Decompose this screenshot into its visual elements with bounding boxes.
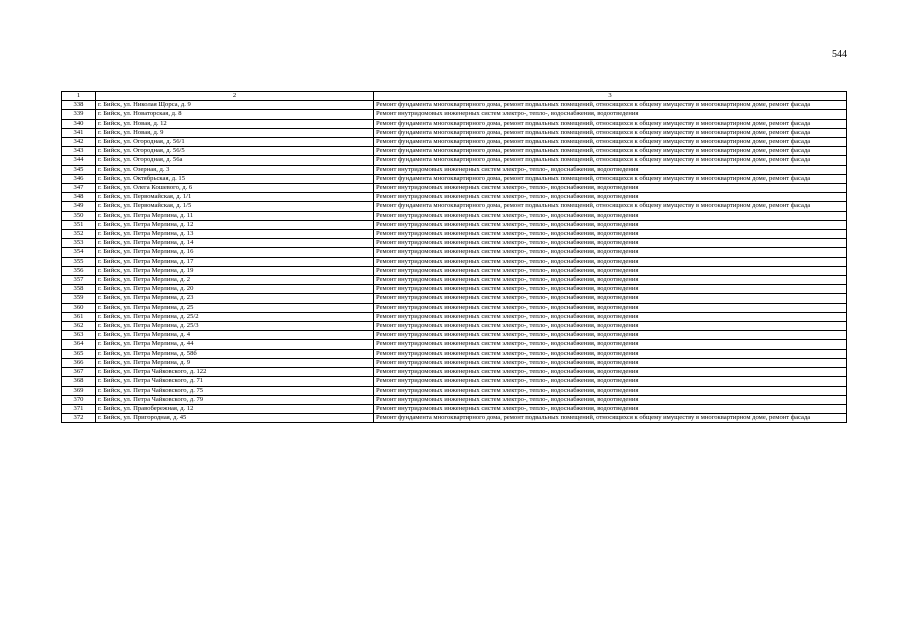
row-number: 366 <box>62 358 96 367</box>
row-work-description: Ремонт внутридомовых инженерных систем электро-, тепло-, водоснабжения, водоотведения <box>374 322 847 331</box>
row-address: г. Бийск, ул. Петра Мерлина, д. 11 <box>96 211 374 220</box>
table-row <box>62 101 847 110</box>
row-address: г. Бийск, ул. Огородная, д. 56/1 <box>96 138 374 147</box>
row-address: г. Бийск, ул. Петра Чайковского, д. 122 <box>96 368 374 377</box>
row-address: г. Бийск, ул. Олега Кошевого, д. 6 <box>96 184 374 193</box>
row-number: 369 <box>62 386 96 395</box>
row-work-description: Ремонт внутридомовых инженерных систем электро-, тепло-, водоснабжения, водоотведения <box>374 368 847 377</box>
row-number: 372 <box>62 414 96 423</box>
row-address: г. Бийск, ул. Огородная, д. 56/5 <box>96 147 374 156</box>
table-row <box>62 174 847 183</box>
row-address: г. Бийск, ул. Новая, д. 9 <box>96 128 374 137</box>
table-row <box>62 230 847 239</box>
table-row <box>62 220 847 229</box>
row-work-description: Ремонт внутридомовых инженерных систем электро-, тепло-, водоснабжения, водоотведения <box>374 349 847 358</box>
row-work-description: Ремонт внутридомовых инженерных систем электро-, тепло-, водоснабжения, водоотведения <box>374 220 847 229</box>
row-work-description: Ремонт внутридомовых инженерных систем электро-, тепло-, водоснабжения, водоотведения <box>374 165 847 174</box>
row-number: 358 <box>62 285 96 294</box>
row-work-description: Ремонт внутридомовых инженерных систем электро-, тепло-, водоснабжения, водоотведения <box>374 340 847 349</box>
row-work-description: Ремонт внутридомовых инженерных систем электро-, тепло-, водоснабжения, водоотведения <box>374 211 847 220</box>
row-number: 341 <box>62 128 96 137</box>
row-address: г. Бийск, ул. Петра Мерлина, д. 44 <box>96 340 374 349</box>
table-row <box>62 414 847 423</box>
row-address: г. Бийск, ул. Новаторская, д. 8 <box>96 110 374 119</box>
row-work-description: Ремонт фундамента многоквартирного дома, ремонт подвальных помещений, относящихся к общему имуществу в многоквартирном доме, ремонт фасада <box>374 414 847 423</box>
table-row <box>62 211 847 220</box>
row-number: 362 <box>62 322 96 331</box>
row-address: г. Бийск, ул. Октябрьская, д. 15 <box>96 174 374 183</box>
row-number: 351 <box>62 220 96 229</box>
row-work-description: Ремонт внутридомовых инженерных систем электро-, тепло-, водоснабжения, водоотведения <box>374 110 847 119</box>
row-address: г. Бийск, ул. Петра Мерлина, д. 23 <box>96 294 374 303</box>
row-work-description: Ремонт внутридомовых инженерных систем электро-, тепло-, водоснабжения, водоотведения <box>374 386 847 395</box>
row-number: 355 <box>62 257 96 266</box>
row-address: г. Бийск, ул. Петра Мерлина, д. 16 <box>96 248 374 257</box>
row-work-description: Ремонт фундамента многоквартирного дома, ремонт подвальных помещений, относящихся к общему имуществу в многоквартирном доме, ремонт фасада <box>374 119 847 128</box>
table-row <box>62 147 847 156</box>
row-address: г. Бийск, ул. Новая, д. 12 <box>96 119 374 128</box>
row-number: 365 <box>62 349 96 358</box>
row-work-description: Ремонт внутридомовых инженерных систем электро-, тепло-, водоснабжения, водоотведения <box>374 266 847 275</box>
row-address: г. Бийск, ул. Петра Чайковского, д. 71 <box>96 377 374 386</box>
row-number: 357 <box>62 276 96 285</box>
row-address: г. Бийск, ул. Петра Мерлина, д. 25/2 <box>96 312 374 321</box>
row-address: г. Бийск, ул. Петра Мерлина, д. 20 <box>96 285 374 294</box>
row-number: 364 <box>62 340 96 349</box>
row-work-description: Ремонт фундамента многоквартирного дома, ремонт подвальных помещений, относящихся к общему имуществу в многоквартирном доме, ремонт фасада <box>374 138 847 147</box>
row-address: г. Бийск, ул. Петра Мерлина, д. 2 <box>96 276 374 285</box>
table-row <box>62 331 847 340</box>
row-number: 340 <box>62 119 96 128</box>
row-work-description: Ремонт фундамента многоквартирного дома, ремонт подвальных помещений, относящихся к общему имуществу в многоквартирном доме, ремонт фасада <box>374 174 847 183</box>
repair-register-table <box>61 91 847 423</box>
row-number: 368 <box>62 377 96 386</box>
row-number: 370 <box>62 395 96 404</box>
row-number: 338 <box>62 101 96 110</box>
table-header <box>62 92 847 101</box>
table-row <box>62 202 847 211</box>
row-work-description: Ремонт внутридомовых инженерных систем электро-, тепло-, водоснабжения, водоотведения <box>374 193 847 202</box>
row-number: 348 <box>62 193 96 202</box>
table-row <box>62 340 847 349</box>
row-address: г. Бийск, ул. Петра Мерлина, д. 58б <box>96 349 374 358</box>
row-number: 344 <box>62 156 96 165</box>
row-address: г. Бийск, ул. Петра Мерлина, д. 9 <box>96 358 374 367</box>
row-number: 352 <box>62 230 96 239</box>
row-work-description: Ремонт внутридомовых инженерных систем электро-, тепло-, водоснабжения, водоотведения <box>374 184 847 193</box>
row-work-description: Ремонт внутридомовых инженерных систем электро-, тепло-, водоснабжения, водоотведения <box>374 404 847 413</box>
table-row <box>62 368 847 377</box>
row-address: г. Бийск, ул. Петра Чайковского, д. 79 <box>96 395 374 404</box>
table-row <box>62 156 847 165</box>
row-number: 361 <box>62 312 96 321</box>
row-address: г. Бийск, ул. Петра Мерлина, д. 4 <box>96 331 374 340</box>
table-row <box>62 303 847 312</box>
table-row <box>62 128 847 137</box>
row-work-description: Ремонт фундамента многоквартирного дома, ремонт подвальных помещений, относящихся к общему имуществу в многоквартирном доме, ремонт фасада <box>374 202 847 211</box>
row-number: 342 <box>62 138 96 147</box>
row-address: г. Бийск, ул. Пригородная, д. 45 <box>96 414 374 423</box>
row-work-description: Ремонт внутридомовых инженерных систем электро-, тепло-, водоснабжения, водоотведения <box>374 312 847 321</box>
row-number: 347 <box>62 184 96 193</box>
table-row <box>62 377 847 386</box>
table-row <box>62 184 847 193</box>
row-number: 363 <box>62 331 96 340</box>
row-number: 356 <box>62 266 96 275</box>
row-address: г. Бийск, ул. Петра Чайковского, д. 75 <box>96 386 374 395</box>
row-number: 349 <box>62 202 96 211</box>
row-work-description: Ремонт внутридомовых инженерных систем электро-, тепло-, водоснабжения, водоотведения <box>374 303 847 312</box>
row-work-description: Ремонт внутридомовых инженерных систем электро-, тепло-, водоснабжения, водоотведения <box>374 358 847 367</box>
row-number: 371 <box>62 404 96 413</box>
row-work-description: Ремонт внутридомовых инженерных систем электро-, тепло-, водоснабжения, водоотведения <box>374 230 847 239</box>
row-address: г. Бийск, ул. Петра Мерлина, д. 17 <box>96 257 374 266</box>
row-work-description: Ремонт внутридомовых инженерных систем электро-, тепло-, водоснабжения, водоотведения <box>374 294 847 303</box>
header-row <box>62 92 847 101</box>
row-number: 339 <box>62 110 96 119</box>
table-body <box>62 101 847 423</box>
row-work-description: Ремонт внутридомовых инженерных систем электро-, тепло-, водоснабжения, водоотведения <box>374 377 847 386</box>
table-row <box>62 266 847 275</box>
row-number: 360 <box>62 303 96 312</box>
row-work-description: Ремонт внутридомовых инженерных систем электро-, тепло-, водоснабжения, водоотведения <box>374 276 847 285</box>
table-row <box>62 386 847 395</box>
row-work-description: Ремонт фундамента многоквартирного дома, ремонт подвальных помещений, относящихся к общему имуществу в многоквартирном доме, ремонт фасада <box>374 128 847 137</box>
row-address: г. Бийск, ул. Правобережная, д. 12 <box>96 404 374 413</box>
row-address: г. Бийск, ул. Петра Мерлина, д. 25/3 <box>96 322 374 331</box>
table-row <box>62 285 847 294</box>
table-row <box>62 322 847 331</box>
row-work-description: Ремонт внутридомовых инженерных систем электро-, тепло-, водоснабжения, водоотведения <box>374 248 847 257</box>
row-address: г. Бийск, ул. Петра Мерлина, д. 19 <box>96 266 374 275</box>
row-work-description: Ремонт фундамента многоквартирного дома, ремонт подвальных помещений, относящихся к общему имуществу в многоквартирном доме, ремонт фасада <box>374 147 847 156</box>
column-header-address: 2 <box>96 92 374 101</box>
row-address: г. Бийск, ул. Первомайская, д. 1/1 <box>96 193 374 202</box>
row-number: 359 <box>62 294 96 303</box>
row-address: г. Бийск, ул. Озерная, д. 3 <box>96 165 374 174</box>
row-address: г. Бийск, ул. Огородная, д. 56а <box>96 156 374 165</box>
table-row <box>62 294 847 303</box>
table-row <box>62 138 847 147</box>
row-number: 350 <box>62 211 96 220</box>
column-header-number: 1 <box>62 92 96 101</box>
row-address: г. Бийск, ул. Петра Мерлина, д. 13 <box>96 230 374 239</box>
row-number: 353 <box>62 239 96 248</box>
row-address: г. Бийск, ул. Петра Мерлина, д. 12 <box>96 220 374 229</box>
table-row <box>62 312 847 321</box>
table-row <box>62 165 847 174</box>
table-row <box>62 395 847 404</box>
row-number: 345 <box>62 165 96 174</box>
table-row <box>62 257 847 266</box>
row-address: г. Бийск, ул. Петра Мерлина, д. 25 <box>96 303 374 312</box>
row-address: г. Бийск, ул. Николая Щорса, д. 9 <box>96 101 374 110</box>
row-number: 354 <box>62 248 96 257</box>
table-row <box>62 193 847 202</box>
table-row <box>62 110 847 119</box>
table-row <box>62 404 847 413</box>
row-number: 367 <box>62 368 96 377</box>
row-work-description: Ремонт внутридомовых инженерных систем электро-, тепло-, водоснабжения, водоотведения <box>374 239 847 248</box>
row-number: 343 <box>62 147 96 156</box>
row-work-description: Ремонт фундамента многоквартирного дома, ремонт подвальных помещений, относящихся к общему имуществу в многоквартирном доме, ремонт фасада <box>374 156 847 165</box>
table-row <box>62 119 847 128</box>
row-number: 346 <box>62 174 96 183</box>
row-work-description: Ремонт внутридомовых инженерных систем электро-, тепло-, водоснабжения, водоотведения <box>374 285 847 294</box>
row-work-description: Ремонт фундамента многоквартирного дома, ремонт подвальных помещений, относящихся к общему имуществу в многоквартирном доме, ремонт фасада <box>374 101 847 110</box>
column-header-work: 3 <box>374 92 847 101</box>
table-row <box>62 349 847 358</box>
table-row <box>62 276 847 285</box>
page-number: 544 <box>832 49 847 60</box>
row-work-description: Ремонт внутридомовых инженерных систем электро-, тепло-, водоснабжения, водоотведения <box>374 395 847 404</box>
row-work-description: Ремонт внутридомовых инженерных систем электро-, тепло-, водоснабжения, водоотведения <box>374 331 847 340</box>
table-row <box>62 248 847 257</box>
row-address: г. Бийск, ул. Петра Мерлина, д. 14 <box>96 239 374 248</box>
table-row <box>62 358 847 367</box>
row-work-description: Ремонт внутридомовых инженерных систем электро-, тепло-, водоснабжения, водоотведения <box>374 257 847 266</box>
row-address: г. Бийск, ул. Первомайская, д. 1/5 <box>96 202 374 211</box>
table-row <box>62 239 847 248</box>
